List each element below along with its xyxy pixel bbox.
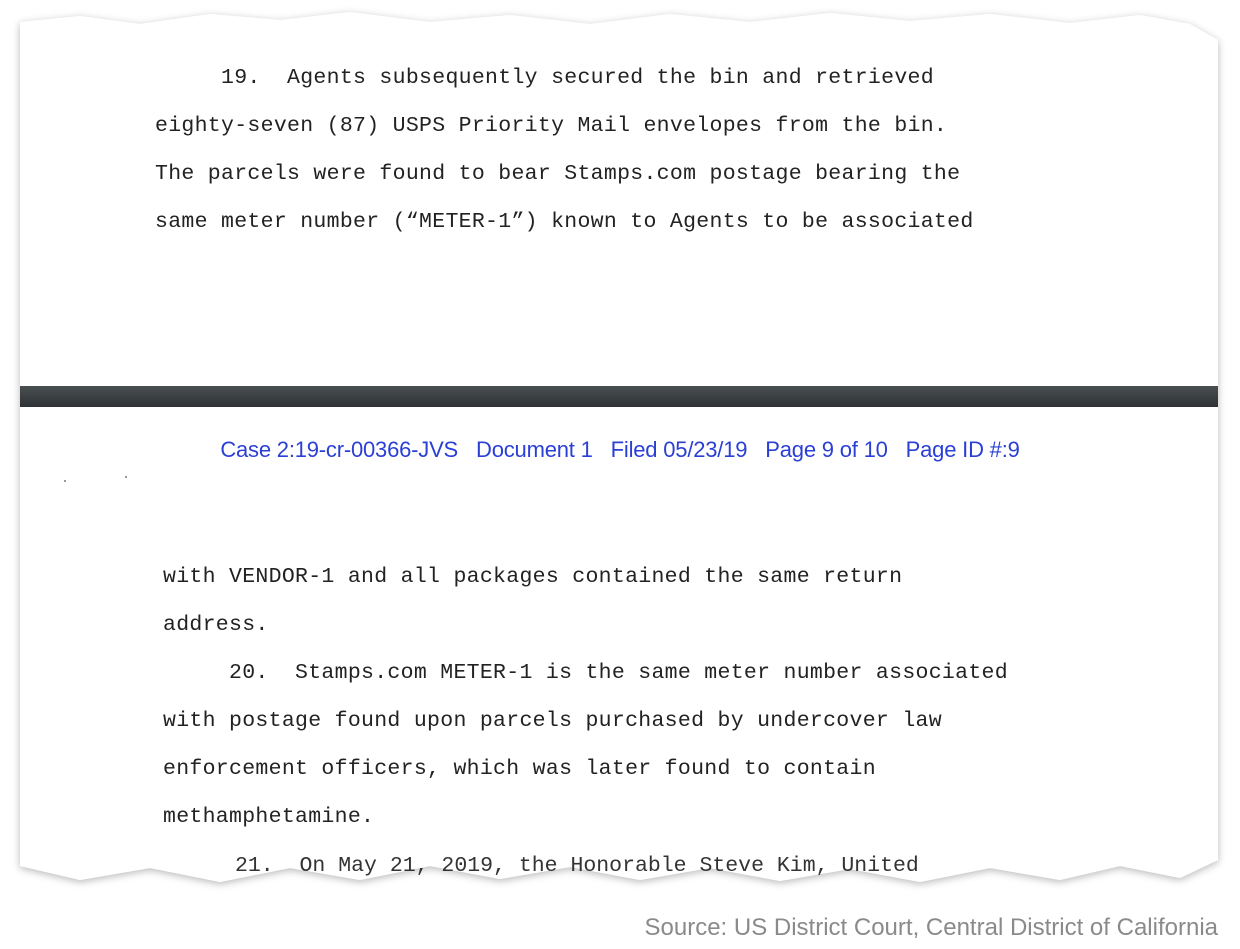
- page-count: Page 9 of 10: [765, 437, 888, 462]
- clipped-bottom-line: 21. On May 21, 2019, the Honorable Steve Kim, United: [235, 854, 919, 876]
- document-text-line: eighty-seven (87) USPS Priority Mail envelopes from the bin.: [155, 114, 948, 138]
- clipped-top-line: [155, 20, 336, 34]
- document-text-line: 20. Stamps.com METER-1 is the same meter number associated: [163, 661, 1008, 685]
- case-number: Case 2:19-cr-00366-JVS: [220, 437, 459, 462]
- document-text-line: 19. Agents subsequently secured the bin and retrieved: [155, 66, 934, 90]
- scan-speck: [64, 480, 66, 482]
- case-header: [0, 437, 1240, 463]
- document-text-line: methamphetamine.: [163, 805, 375, 829]
- document-text-line: same meter number (“METER-1”) known to Agents to be associated: [155, 210, 974, 234]
- document-number: Document 1: [476, 437, 593, 462]
- document-text-line: enforcement officers, which was later found to contain: [163, 757, 876, 781]
- document-text-line: The parcels were found to bear Stamps.com postage bearing the: [155, 162, 961, 186]
- filed-date: Filed 05/23/19: [610, 437, 748, 462]
- document-text-line: with VENDOR-1 and all packages contained the same return: [163, 565, 903, 589]
- document-text-line: address.: [163, 613, 269, 637]
- page-divider-bar: [20, 386, 1218, 407]
- page-id: Page ID #:9: [905, 437, 1020, 462]
- document-text-line: with postage found upon parcels purchased by undercover law: [163, 709, 942, 733]
- source-caption: Source: US District Court, Central District of California: [644, 914, 1218, 941]
- scan-speck: [125, 476, 127, 478]
